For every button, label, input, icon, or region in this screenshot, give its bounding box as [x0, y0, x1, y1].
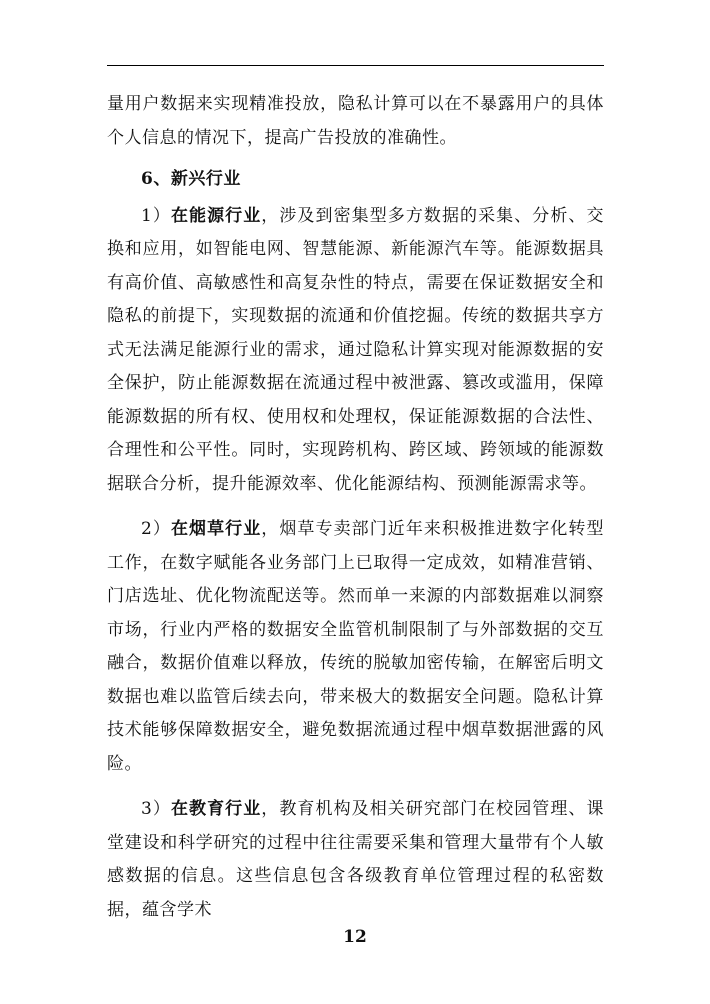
energy-text: ，涉及到密集型多方数据的采集、分析、交换和应用，如智能电网、智慧能源、新能源汽车等。能源数据具有高价值、高敏感性和高复杂性的特点，需要在保证数据安全和隐私的前提下，实现数据的流通和价值挖掘。传统的数据共享方式无法满足能源行业的需求，通过隐私计算实现对能源数据的安全保护，防止能源数据在流通过程中被泄露、篡改或滥用，保障能源数据的所有权、使用权和处理权，保证能源数据的合法性、合理性和公平性。同时，实现跨机构、跨区域、跨领域的能源数据联合分析，提升能源效率、优化能源结构、预测能源需求等。 [107, 205, 604, 494]
tobacco-text: ，烟草专卖部门近年来积极推进数字化转型工作，在数字赋能各业务部门上已取得一定成效，如精准营销、门店选址、优化物流配送等。然而单一来源的内部数据难以洞察市场，行业内严格的数据安全监管机制限制了与外部数据的交互融合，数据价值难以释放，传统的脱敏加密传输，在解密后明文数据也难以监管后续去向，带来极大的数据安全问题。隐私计算技术能够保障数据安全，避免数据流通过程中烟草数据泄露的风险。 [107, 519, 604, 774]
energy-number: 1） [141, 205, 171, 226]
tobacco-lead: 在烟草行业 [170, 519, 262, 539]
header-rule [107, 65, 604, 66]
tobacco-number: 2） [141, 519, 171, 539]
intro-paragraph: 量用户数据来实现精准投放，隐私计算可以在不暴露用户的具体个人信息的情况下，提高广告投放的准确性。 [107, 94, 604, 148]
education-paragraph [107, 793, 604, 927]
section-heading: 6、新兴行业 [141, 169, 241, 189]
energy-paragraph [107, 200, 604, 502]
page-number: 12 [343, 927, 367, 947]
education-number: 3） [141, 799, 171, 819]
education-text: ，教育机构及相关研究部门在校园管理、课堂建设和科学研究的过程中往往需要采集和管理大量带有个人敏感数据的信息。这些信息包含各级教育单位管理过程的私密数据，蕴含学术 [107, 799, 604, 920]
energy-lead: 在能源行业 [170, 205, 262, 226]
education-lead: 在教育行业 [170, 799, 262, 819]
document-body [107, 88, 604, 927]
tobacco-paragraph [107, 513, 604, 781]
